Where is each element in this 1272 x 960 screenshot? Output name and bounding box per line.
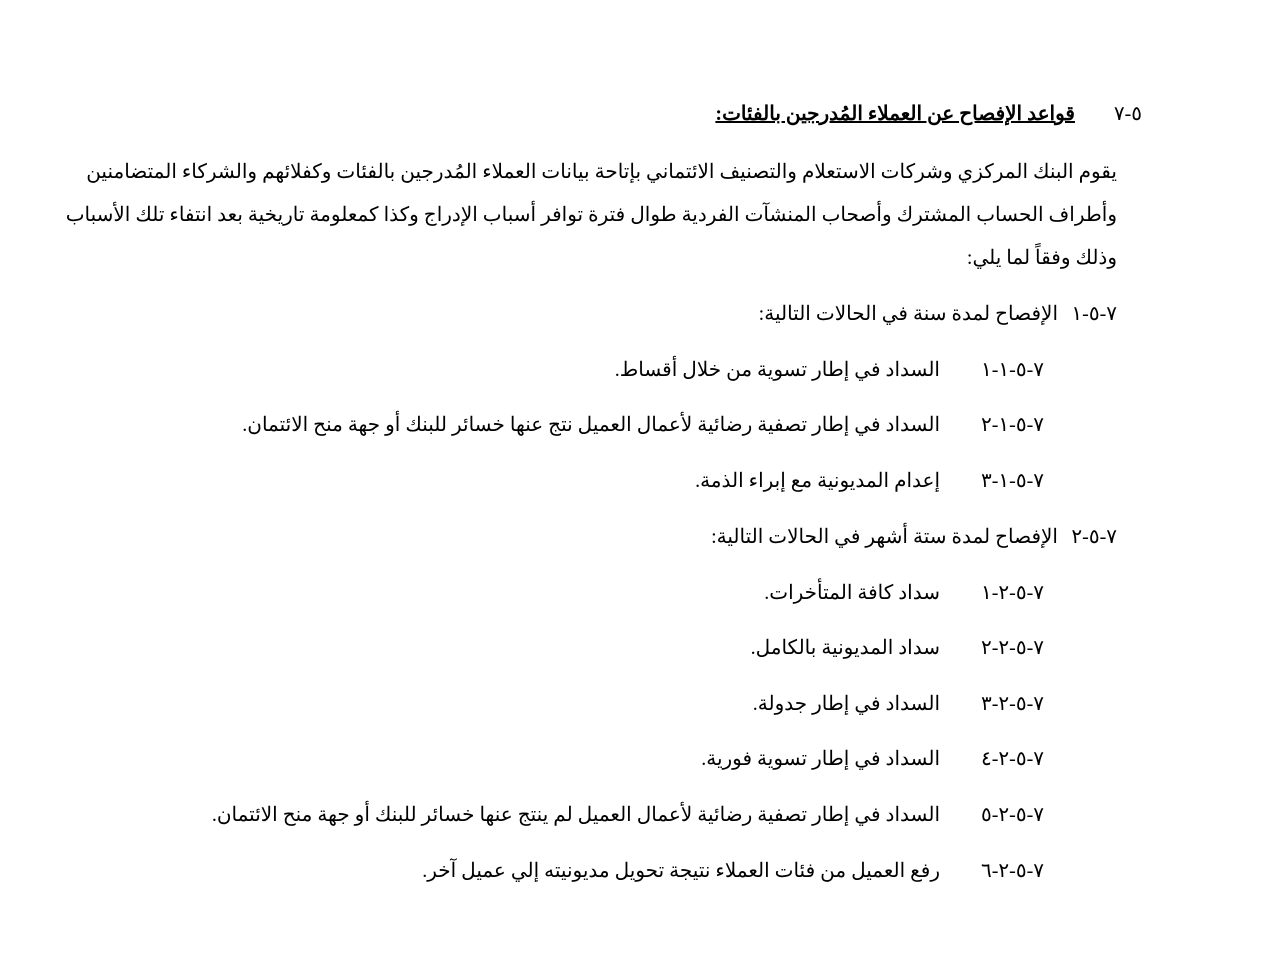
list-item-number: ٧-٥-١-٣ <box>980 470 1044 492</box>
list-item-text: سداد المديونية بالكامل. <box>750 637 940 659</box>
subsection-2 <box>711 523 1117 551</box>
list-item-text: إعدام المديونية مع إبراء الذمة. <box>695 470 940 492</box>
intro-line-2: وأطراف الحساب المشترك وأصحاب المنشآت الفردية طوال فترة توافر أسباب الإدراج وكذا كمعلومة تاريخية بعد انتفاء تلك الأسباب <box>65 204 1117 226</box>
list-item <box>764 579 1044 607</box>
list-item-text: السداد في إطار جدولة. <box>752 693 940 715</box>
list-item-number: ٧-٥-١-١ <box>980 359 1044 381</box>
list-item-text: السداد في إطار تسوية فورية. <box>701 748 940 770</box>
list-item-number: ٧-٥-٢-٦ <box>980 860 1044 882</box>
list-item-text: سداد كافة المتأخرات. <box>764 582 940 604</box>
section-number: ٥-٧ <box>1113 103 1142 125</box>
section-title: قواعد الإفصاح عن العملاء المُدرجين بالفئات: <box>715 103 1075 125</box>
list-item <box>753 690 1044 718</box>
list-item <box>242 411 1044 439</box>
list-item-number: ٧-٥-٢-٥ <box>980 804 1044 826</box>
list-item <box>212 801 1044 829</box>
subsection-1 <box>759 300 1117 328</box>
list-item <box>751 634 1044 662</box>
list-item-text: السداد في إطار تسوية من خلال أقساط. <box>614 359 940 381</box>
intro-line-3: وذلك وفقاً لما يلي: <box>966 247 1117 269</box>
list-item-text: السداد في إطار تصفية رضائية لأعمال العميل نتج عنها خسائر للبنك أو جهة منح الائتمان. <box>242 414 940 436</box>
list-item <box>615 356 1044 384</box>
list-item <box>695 467 1044 495</box>
intro-line-1: يقوم البنك المركزي وشركات الاستعلام والتصنيف الائتماني بإتاحة بيانات العملاء المُدرجين بالفئات وكفلائهم والشركاء المتضامنين <box>86 161 1117 183</box>
subsection-1-number: ٧-٥-١ <box>1071 303 1117 325</box>
list-item-number: ٧-٥-٢-٢ <box>980 637 1044 659</box>
subsection-1-title: الإفصاح لمدة سنة في الحالات التالية: <box>758 303 1058 325</box>
list-item <box>701 745 1044 773</box>
list-item-text: السداد في إطار تصفية رضائية لأعمال العميل لم ينتج عنها خسائر للبنك أو جهة منح الائتمان. <box>211 804 940 826</box>
list-item-number: ٧-٥-٢-١ <box>980 582 1044 604</box>
subsection-2-title: الإفصاح لمدة ستة أشهر في الحالات التالية: <box>711 526 1058 548</box>
subsection-2-number: ٧-٥-٢ <box>1071 526 1117 548</box>
list-item-number: ٧-٥-٢-٤ <box>980 748 1044 770</box>
list-item-number: ٧-٥-٢-٣ <box>980 693 1044 715</box>
list-item-number: ٧-٥-١-٢ <box>980 414 1044 436</box>
section-heading <box>715 100 1142 128</box>
list-item-text: رفع العميل من فئات العملاء نتيجة تحويل مديونيته إلي عميل آخر. <box>422 860 940 882</box>
list-item <box>422 857 1044 885</box>
